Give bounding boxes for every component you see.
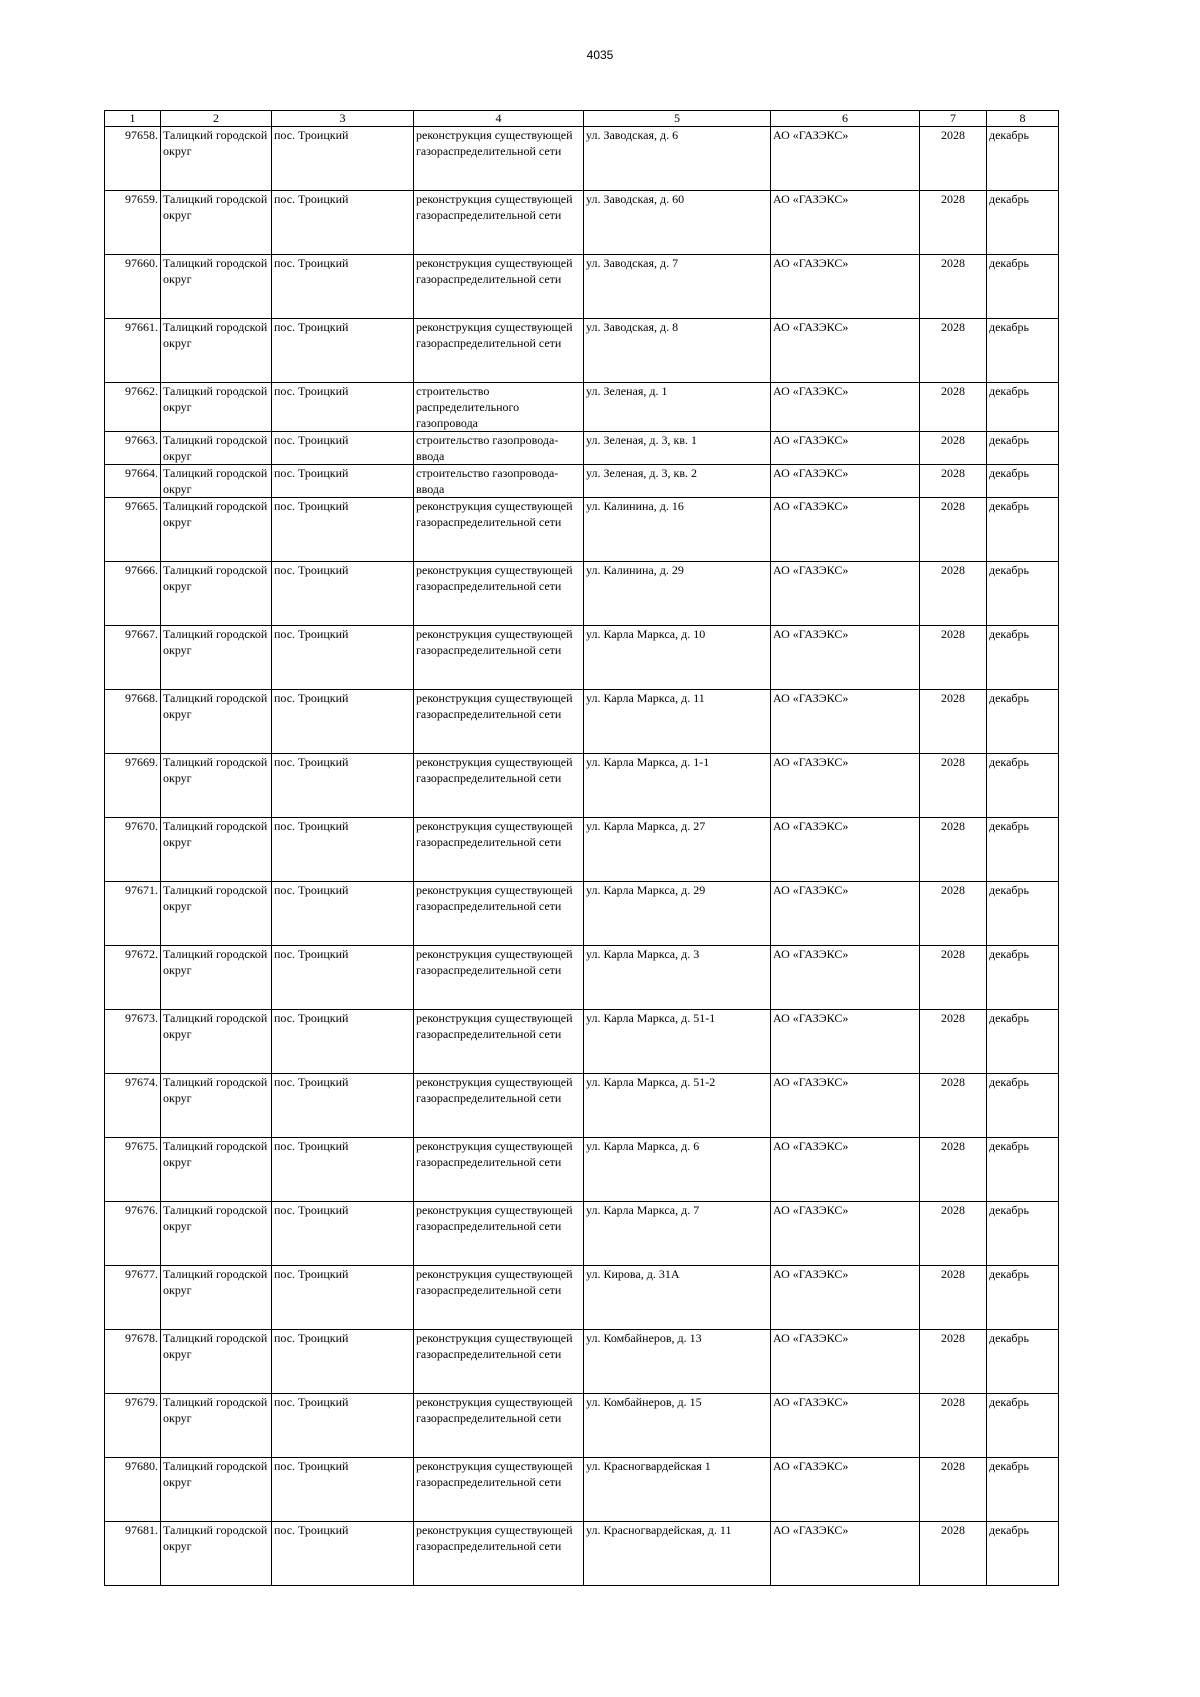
year-cell: 2028 (920, 1074, 987, 1138)
settlement-cell: пос. Троицкий (272, 754, 414, 818)
month-cell: декабрь (987, 255, 1059, 319)
settlement-cell: пос. Троицкий (272, 127, 414, 191)
settlement-cell: пос. Троицкий (272, 1074, 414, 1138)
settlement-cell: пос. Троицкий (272, 1330, 414, 1394)
address-cell: ул. Карла Маркса, д. 1-1 (584, 754, 771, 818)
address-cell: ул. Карла Маркса, д. 7 (584, 1202, 771, 1266)
table-row (105, 1074, 1059, 1138)
month-cell: декабрь (987, 818, 1059, 882)
address-cell: ул. Заводская, д. 6 (584, 127, 771, 191)
month-cell: декабрь (987, 754, 1059, 818)
organization-cell: АО «ГАЗЭКС» (771, 1138, 920, 1202)
row-number: 97659. (105, 191, 161, 255)
row-number: 97680. (105, 1458, 161, 1522)
address-cell: ул. Зеленая, д. 3, кв. 1 (584, 432, 771, 465)
address-cell: ул. Заводская, д. 60 (584, 191, 771, 255)
settlement-cell: пос. Троицкий (272, 498, 414, 562)
settlement-cell: пос. Троицкий (272, 383, 414, 432)
organization-cell: АО «ГАЗЭКС» (771, 191, 920, 255)
year-cell: 2028 (920, 946, 987, 1010)
district-cell: Талицкий городской округ (161, 319, 272, 383)
organization-cell: АО «ГАЗЭКС» (771, 432, 920, 465)
settlement-cell: пос. Троицкий (272, 690, 414, 754)
settlement-cell: пос. Троицкий (272, 562, 414, 626)
table-row (105, 1202, 1059, 1266)
work-type-cell: реконструкция существующей газораспределительной сети (414, 562, 584, 626)
organization-cell: АО «ГАЗЭКС» (771, 383, 920, 432)
settlement-cell: пос. Троицкий (272, 465, 414, 498)
address-cell: ул. Калинина, д. 29 (584, 562, 771, 626)
district-cell: Талицкий городской округ (161, 465, 272, 498)
district-cell: Талицкий городской округ (161, 1522, 272, 1586)
table-row (105, 946, 1059, 1010)
organization-cell: АО «ГАЗЭКС» (771, 1522, 920, 1586)
row-number: 97665. (105, 498, 161, 562)
year-cell: 2028 (920, 498, 987, 562)
work-type-cell: реконструкция существующей газораспределительной сети (414, 1394, 584, 1458)
work-type-cell: реконструкция существующей газораспределительной сети (414, 1330, 584, 1394)
row-number: 97666. (105, 562, 161, 626)
table-row (105, 498, 1059, 562)
table-row (105, 319, 1059, 383)
settlement-cell: пос. Троицкий (272, 191, 414, 255)
row-number: 97675. (105, 1138, 161, 1202)
row-number: 97671. (105, 882, 161, 946)
work-type-cell: строительство газопровода-ввода (414, 465, 584, 498)
month-cell: декабрь (987, 1138, 1059, 1202)
table-row (105, 1010, 1059, 1074)
district-cell: Талицкий городской округ (161, 882, 272, 946)
table-row (105, 1458, 1059, 1522)
table-row (105, 690, 1059, 754)
organization-cell: АО «ГАЗЭКС» (771, 1330, 920, 1394)
address-cell: ул. Кирова, д. 31А (584, 1266, 771, 1330)
district-cell: Талицкий городской округ (161, 626, 272, 690)
month-cell: декабрь (987, 690, 1059, 754)
work-type-cell: реконструкция существующей газораспределительной сети (414, 626, 584, 690)
address-cell: ул. Заводская, д. 8 (584, 319, 771, 383)
district-cell: Талицкий городской округ (161, 690, 272, 754)
address-cell: ул. Красногвардейская 1 (584, 1458, 771, 1522)
district-cell: Талицкий городской округ (161, 127, 272, 191)
settlement-cell: пос. Троицкий (272, 432, 414, 465)
row-number: 97676. (105, 1202, 161, 1266)
year-cell: 2028 (920, 1010, 987, 1074)
month-cell: декабрь (987, 882, 1059, 946)
organization-cell: АО «ГАЗЭКС» (771, 1010, 920, 1074)
year-cell: 2028 (920, 383, 987, 432)
settlement-cell: пос. Троицкий (272, 818, 414, 882)
work-type-cell: реконструкция существующей газораспределительной сети (414, 1138, 584, 1202)
district-cell: Талицкий городской округ (161, 383, 272, 432)
column-header: 2 (161, 111, 272, 127)
address-cell: ул. Комбайнеров, д. 15 (584, 1394, 771, 1458)
settlement-cell: пос. Троицкий (272, 1010, 414, 1074)
district-cell: Талицкий городской округ (161, 498, 272, 562)
district-cell: Талицкий городской округ (161, 946, 272, 1010)
month-cell: декабрь (987, 498, 1059, 562)
year-cell: 2028 (920, 432, 987, 465)
work-type-cell: строительство распределительного газопровода (414, 383, 584, 432)
table-row (105, 1138, 1059, 1202)
table-row (105, 1522, 1059, 1586)
column-header: 3 (272, 111, 414, 127)
district-cell: Талицкий городской округ (161, 432, 272, 465)
address-cell: ул. Калинина, д. 16 (584, 498, 771, 562)
row-number: 97667. (105, 626, 161, 690)
year-cell: 2028 (920, 1330, 987, 1394)
month-cell: декабрь (987, 191, 1059, 255)
district-cell: Талицкий городской округ (161, 1394, 272, 1458)
table-row (105, 432, 1059, 465)
table-row (105, 255, 1059, 319)
row-number: 97673. (105, 1010, 161, 1074)
district-cell: Талицкий городской округ (161, 562, 272, 626)
table-row (105, 465, 1059, 498)
organization-cell: АО «ГАЗЭКС» (771, 562, 920, 626)
work-type-cell: реконструкция существующей газораспределительной сети (414, 1074, 584, 1138)
work-type-cell: реконструкция существующей газораспределительной сети (414, 1266, 584, 1330)
table-row (105, 754, 1059, 818)
month-cell: декабрь (987, 1330, 1059, 1394)
address-cell: ул. Карла Маркса, д. 11 (584, 690, 771, 754)
column-header: 1 (105, 111, 161, 127)
column-header: 5 (584, 111, 771, 127)
row-number: 97660. (105, 255, 161, 319)
settlement-cell: пос. Троицкий (272, 1394, 414, 1458)
row-number: 97670. (105, 818, 161, 882)
district-cell: Талицкий городской округ (161, 818, 272, 882)
work-type-cell: реконструкция существующей газораспределительной сети (414, 1010, 584, 1074)
organization-cell: АО «ГАЗЭКС» (771, 255, 920, 319)
row-number: 97679. (105, 1394, 161, 1458)
district-cell: Талицкий городской округ (161, 754, 272, 818)
table-row (105, 1330, 1059, 1394)
table-row (105, 1266, 1059, 1330)
settlement-cell: пос. Троицкий (272, 1522, 414, 1586)
row-number: 97662. (105, 383, 161, 432)
settlement-cell: пос. Троицкий (272, 626, 414, 690)
address-cell: ул. Карла Маркса, д. 51-2 (584, 1074, 771, 1138)
month-cell: декабрь (987, 1074, 1059, 1138)
organization-cell: АО «ГАЗЭКС» (771, 1202, 920, 1266)
address-cell: ул. Карла Маркса, д. 27 (584, 818, 771, 882)
month-cell: декабрь (987, 432, 1059, 465)
row-number: 97669. (105, 754, 161, 818)
row-number: 97681. (105, 1522, 161, 1586)
row-number: 97678. (105, 1330, 161, 1394)
row-number: 97663. (105, 432, 161, 465)
year-cell: 2028 (920, 626, 987, 690)
address-cell: ул. Карла Маркса, д. 6 (584, 1138, 771, 1202)
district-cell: Талицкий городской округ (161, 1458, 272, 1522)
work-type-cell: реконструкция существующей газораспределительной сети (414, 498, 584, 562)
month-cell: декабрь (987, 626, 1059, 690)
address-cell: ул. Карла Маркса, д. 3 (584, 946, 771, 1010)
district-cell: Талицкий городской округ (161, 1266, 272, 1330)
month-cell: декабрь (987, 319, 1059, 383)
table-row (105, 562, 1059, 626)
month-cell: декабрь (987, 1458, 1059, 1522)
month-cell: декабрь (987, 1522, 1059, 1586)
table-row (105, 191, 1059, 255)
work-type-cell: реконструкция существующей газораспределительной сети (414, 255, 584, 319)
table-row (105, 626, 1059, 690)
month-cell: декабрь (987, 465, 1059, 498)
row-number: 97661. (105, 319, 161, 383)
row-number: 97674. (105, 1074, 161, 1138)
organization-cell: АО «ГАЗЭКС» (771, 498, 920, 562)
settlement-cell: пос. Троицкий (272, 255, 414, 319)
work-type-cell: реконструкция существующей газораспределительной сети (414, 882, 584, 946)
settlement-cell: пос. Троицкий (272, 1138, 414, 1202)
page-number: 4035 (586, 48, 614, 62)
address-cell: ул. Карла Маркса, д. 29 (584, 882, 771, 946)
year-cell: 2028 (920, 465, 987, 498)
year-cell: 2028 (920, 1138, 987, 1202)
address-cell: ул. Карла Маркса, д. 51-1 (584, 1010, 771, 1074)
row-number: 97668. (105, 690, 161, 754)
settlement-cell: пос. Троицкий (272, 1458, 414, 1522)
table-row (105, 383, 1059, 432)
table-header (105, 111, 1059, 127)
year-cell: 2028 (920, 319, 987, 383)
month-cell: декабрь (987, 1266, 1059, 1330)
month-cell: декабрь (987, 1394, 1059, 1458)
district-cell: Талицкий городской округ (161, 191, 272, 255)
settlement-cell: пос. Троицкий (272, 1266, 414, 1330)
month-cell: декабрь (987, 1202, 1059, 1266)
year-cell: 2028 (920, 127, 987, 191)
year-cell: 2028 (920, 562, 987, 626)
column-header: 6 (771, 111, 920, 127)
year-cell: 2028 (920, 1202, 987, 1266)
work-type-cell: реконструкция существующей газораспределительной сети (414, 127, 584, 191)
organization-cell: АО «ГАЗЭКС» (771, 1458, 920, 1522)
organization-cell: АО «ГАЗЭКС» (771, 754, 920, 818)
year-cell: 2028 (920, 754, 987, 818)
address-cell: ул. Комбайнеров, д. 13 (584, 1330, 771, 1394)
address-cell: ул. Красногвардейская, д. 11 (584, 1522, 771, 1586)
row-number: 97658. (105, 127, 161, 191)
gas-works-table (104, 110, 1059, 1586)
table-row (105, 127, 1059, 191)
work-type-cell: реконструкция существующей газораспределительной сети (414, 946, 584, 1010)
organization-cell: АО «ГАЗЭКС» (771, 882, 920, 946)
organization-cell: АО «ГАЗЭКС» (771, 465, 920, 498)
year-cell: 2028 (920, 255, 987, 319)
column-header: 4 (414, 111, 584, 127)
column-header: 8 (987, 111, 1059, 127)
year-cell: 2028 (920, 818, 987, 882)
organization-cell: АО «ГАЗЭКС» (771, 1394, 920, 1458)
year-cell: 2028 (920, 1458, 987, 1522)
year-cell: 2028 (920, 1522, 987, 1586)
district-cell: Талицкий городской округ (161, 1202, 272, 1266)
organization-cell: АО «ГАЗЭКС» (771, 818, 920, 882)
organization-cell: АО «ГАЗЭКС» (771, 127, 920, 191)
work-type-cell: реконструкция существующей газораспределительной сети (414, 191, 584, 255)
address-cell: ул. Карла Маркса, д. 10 (584, 626, 771, 690)
district-cell: Талицкий городской округ (161, 1010, 272, 1074)
year-cell: 2028 (920, 1266, 987, 1330)
district-cell: Талицкий городской округ (161, 1330, 272, 1394)
year-cell: 2028 (920, 882, 987, 946)
settlement-cell: пос. Троицкий (272, 882, 414, 946)
year-cell: 2028 (920, 191, 987, 255)
work-type-cell: реконструкция существующей газораспределительной сети (414, 818, 584, 882)
table-row (105, 1394, 1059, 1458)
work-type-cell: реконструкция существующей газораспределительной сети (414, 1458, 584, 1522)
work-type-cell: реконструкция существующей газораспределительной сети (414, 690, 584, 754)
year-cell: 2028 (920, 1394, 987, 1458)
organization-cell: АО «ГАЗЭКС» (771, 1266, 920, 1330)
address-cell: ул. Зеленая, д. 1 (584, 383, 771, 432)
work-type-cell: реконструкция существующей газораспределительной сети (414, 319, 584, 383)
month-cell: декабрь (987, 127, 1059, 191)
district-cell: Талицкий городской округ (161, 255, 272, 319)
month-cell: декабрь (987, 946, 1059, 1010)
work-type-cell: реконструкция существующей газораспределительной сети (414, 754, 584, 818)
header-row (105, 111, 1059, 127)
table-body (105, 127, 1059, 1586)
table-row (105, 882, 1059, 946)
year-cell: 2028 (920, 690, 987, 754)
table-row (105, 818, 1059, 882)
work-type-cell: реконструкция существующей газораспределительной сети (414, 1522, 584, 1586)
address-cell: ул. Заводская, д. 7 (584, 255, 771, 319)
district-cell: Талицкий городской округ (161, 1074, 272, 1138)
address-cell: ул. Зеленая, д. 3, кв. 2 (584, 465, 771, 498)
settlement-cell: пос. Троицкий (272, 319, 414, 383)
organization-cell: АО «ГАЗЭКС» (771, 1074, 920, 1138)
row-number: 97672. (105, 946, 161, 1010)
settlement-cell: пос. Троицкий (272, 1202, 414, 1266)
organization-cell: АО «ГАЗЭКС» (771, 626, 920, 690)
row-number: 97664. (105, 465, 161, 498)
organization-cell: АО «ГАЗЭКС» (771, 690, 920, 754)
month-cell: декабрь (987, 383, 1059, 432)
work-type-cell: строительство газопровода-ввода (414, 432, 584, 465)
district-cell: Талицкий городской округ (161, 1138, 272, 1202)
row-number: 97677. (105, 1266, 161, 1330)
organization-cell: АО «ГАЗЭКС» (771, 946, 920, 1010)
work-type-cell: реконструкция существующей газораспределительной сети (414, 1202, 584, 1266)
settlement-cell: пос. Троицкий (272, 946, 414, 1010)
month-cell: декабрь (987, 562, 1059, 626)
organization-cell: АО «ГАЗЭКС» (771, 319, 920, 383)
column-header: 7 (920, 111, 987, 127)
month-cell: декабрь (987, 1010, 1059, 1074)
